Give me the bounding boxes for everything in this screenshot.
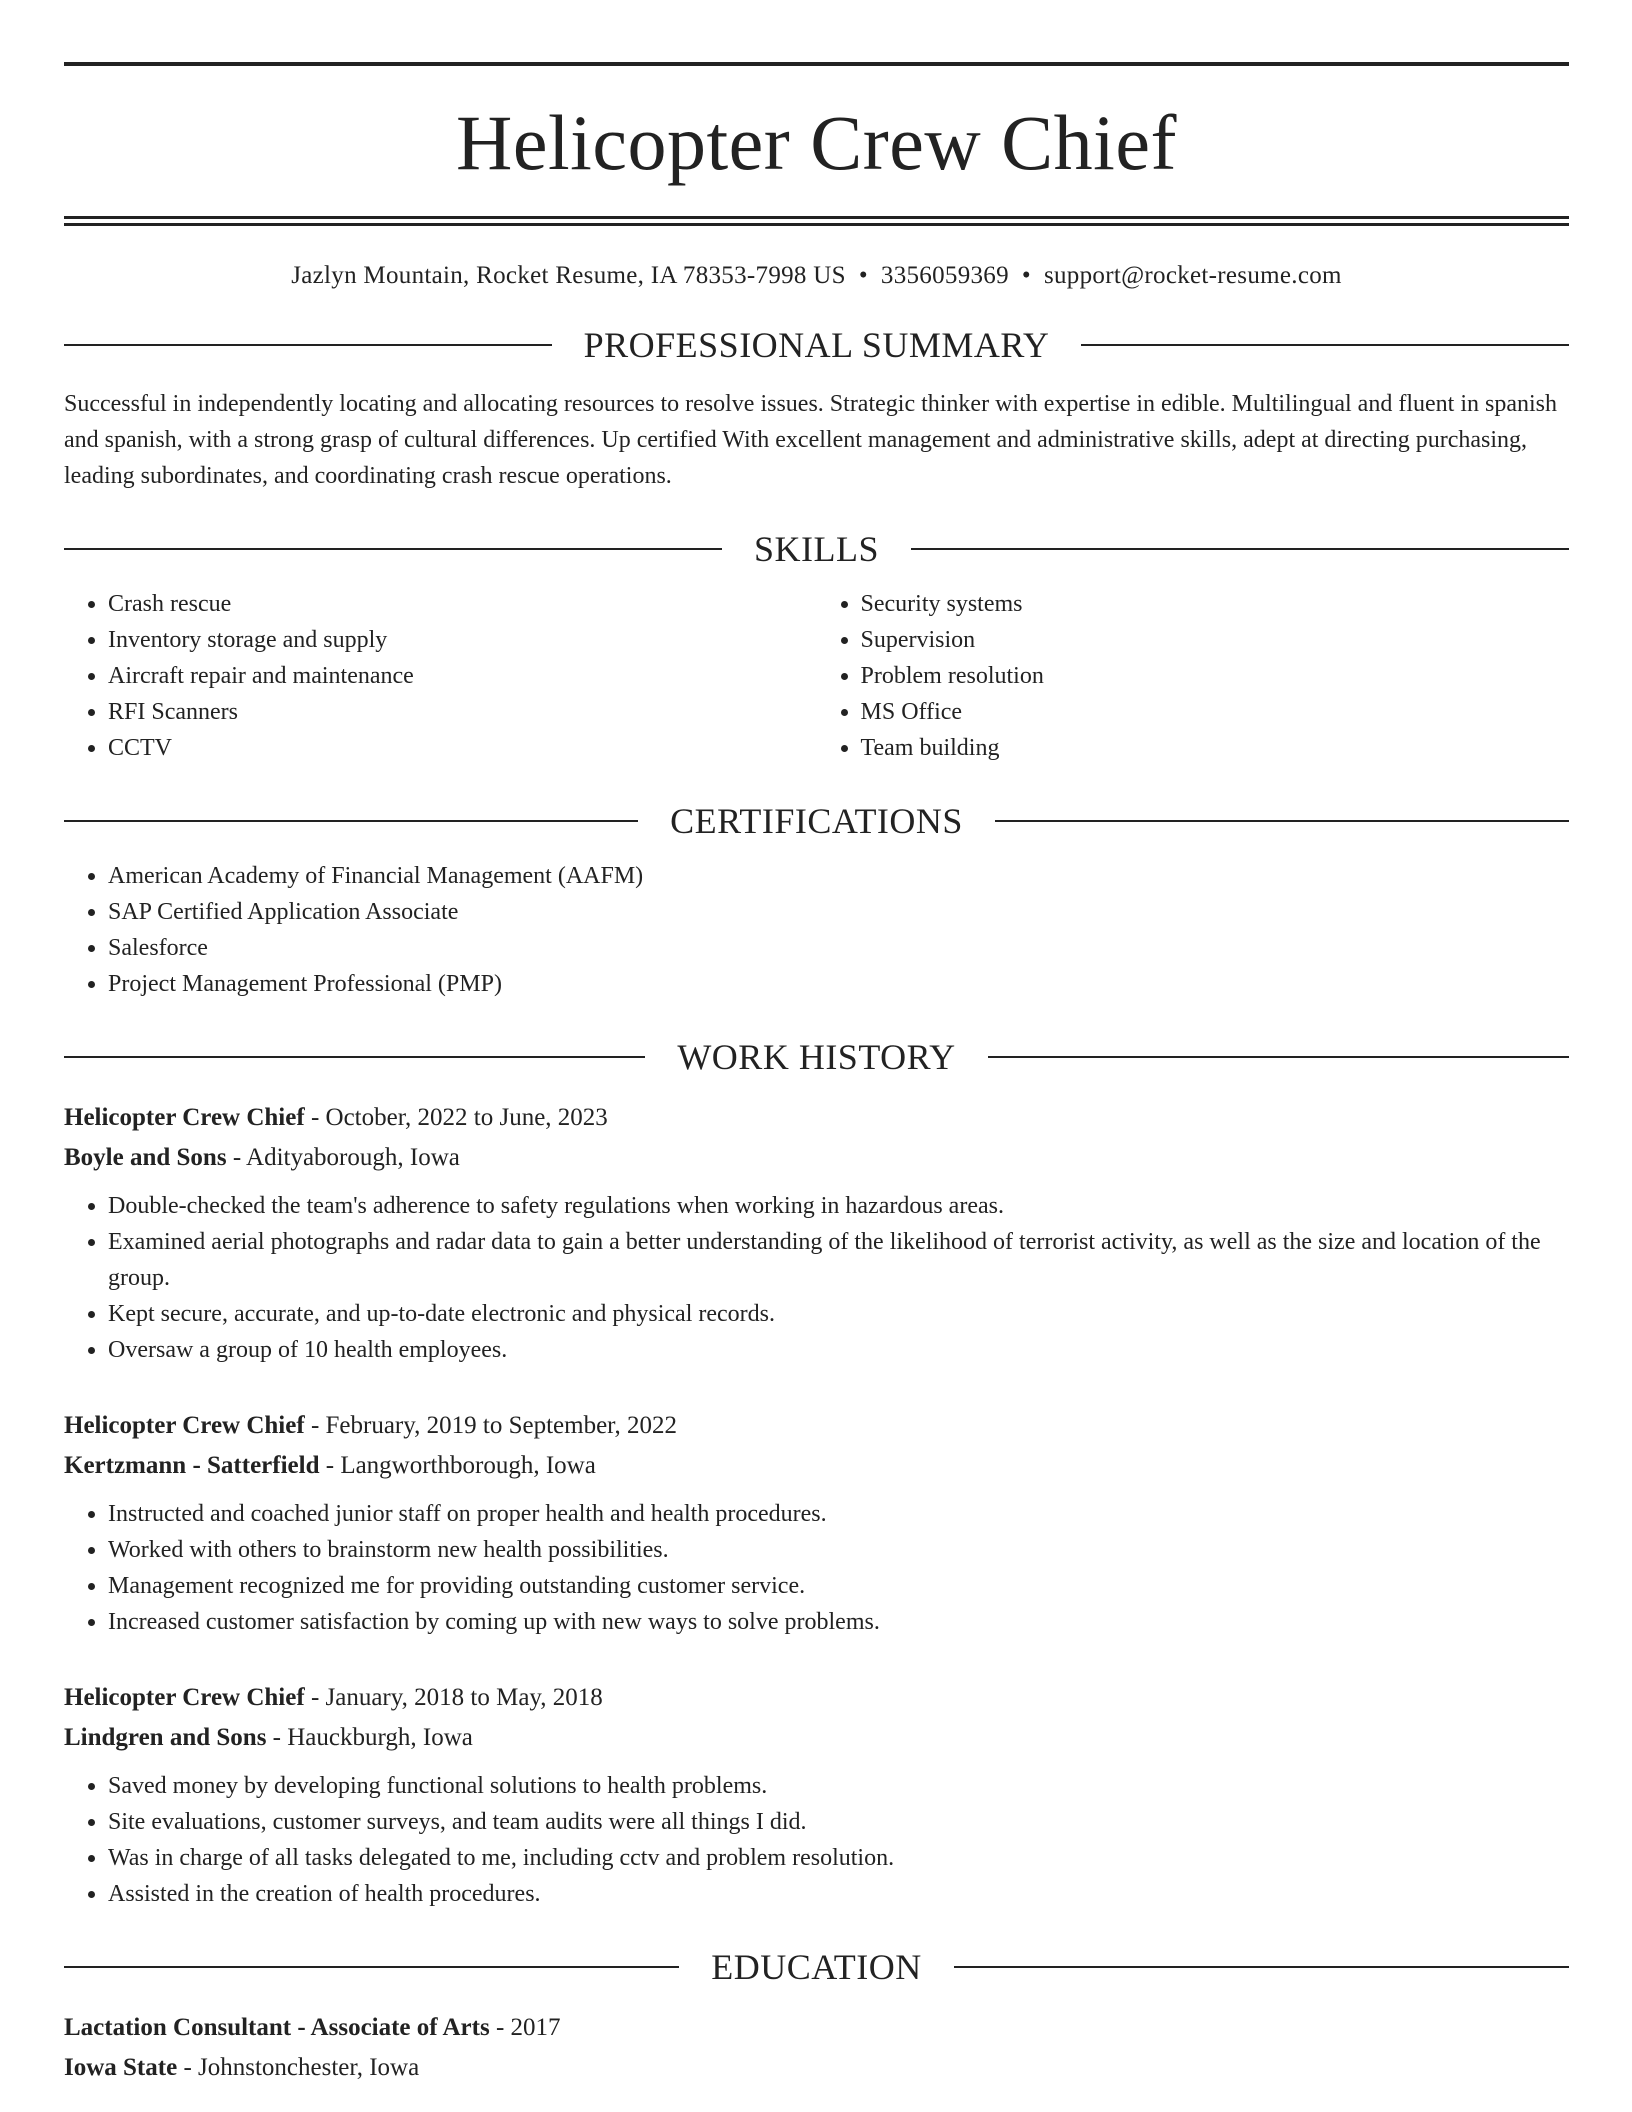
education-year: 2017 [510,2014,561,2041]
job-company: Boyle and Sons [64,1144,227,1171]
contact-separator: • [1021,262,1031,289]
section-title: CERTIFICATIONS [670,801,963,841]
job-bullet: • Examined aerial photographs and radar data to gain a better understanding of the likelihood of terrorist activity, as well as the size and location of the group. [108,1224,1569,1296]
certification-item: • Project Management Professional (PMP) [108,966,1569,1002]
skill-item: • Aircraft repair and maintenance [108,658,817,694]
job-bullet: • Was in charge of all tasks delegated to me, including cctv and problem resolution. [108,1840,1569,1876]
skill-item: • Problem resolution [861,658,1570,694]
resume-title: Helicopter Crew Chief [456,99,1177,186]
dash: - [319,1452,341,1479]
job-bullets [64,1768,1569,1912]
skills-columns [64,586,1569,766]
section-title: PROFESSIONAL SUMMARY [583,325,1050,365]
job-bullet: • Saved money by developing functional solutions to health problems. [108,1768,1569,1804]
job-dates: October, 2022 to June, 2023 [325,1104,608,1131]
section-rule [64,820,638,822]
job-company-line [64,1718,1569,1758]
education-location: Johnstonchester, Iowa [198,2054,420,2081]
skill-item: • Crash rescue [108,586,817,622]
section-header-summary [64,324,1569,366]
section-rule [995,820,1569,822]
job-bullet: • Instructed and coached junior staff on proper health and health procedures. [108,1496,1569,1532]
resume-page [64,62,1569,2088]
job-entry [64,1678,1569,1912]
section-rule [64,548,722,550]
job-company-line [64,1138,1569,1178]
section-title: WORK HISTORY [677,1037,956,1077]
dash: - [304,1412,326,1439]
contact-line [64,262,1569,290]
job-title: Helicopter Crew Chief [64,1104,305,1131]
job-title-line [64,1406,1569,1446]
job-title: Helicopter Crew Chief [64,1412,305,1439]
job-title-line [64,1098,1569,1138]
job-bullet: • Oversaw a group of 10 health employees. [108,1332,1569,1368]
contact-address: Jazlyn Mountain, Rocket Resume, IA 78353-7998 US [291,262,846,289]
job-location: Langworthborough, Iowa [340,1452,596,1479]
job-bullet: • Management recognized me for providing outstanding customer service. [108,1568,1569,1604]
dash: - [177,2054,199,2081]
section-header-skills [64,528,1569,570]
job-bullets [64,1496,1569,1640]
dash: - [304,1104,326,1131]
skill-item: • RFI Scanners [108,694,817,730]
section-header-certifications [64,800,1569,842]
job-dates: January, 2018 to May, 2018 [325,1684,603,1711]
job-entry [64,1406,1569,1640]
job-company-line [64,1446,1569,1486]
job-title: Helicopter Crew Chief [64,1684,305,1711]
job-dates: February, 2019 to September, 2022 [325,1412,677,1439]
skill-item: • Inventory storage and supply [108,622,817,658]
certifications-list [64,858,1569,1002]
education-degree-line [64,2008,1569,2048]
summary-text: Successful in independently locating and allocating resources to resolve issues. Strategic thinker with expertise in edible. Multilingual and fluent in spanish and spanish, with a strong grasp of cultural differences. Up certified With excellent management and administrative skills, adept at directing purchasing, leading subordinates, and coordinating crash rescue operations. [64,391,1557,489]
contact-email[interactable]: support@rocket-resume.com [1043,262,1342,289]
job-bullet: • Assisted in the creation of health procedures. [108,1876,1569,1912]
section-rule [911,548,1569,550]
skill-item: • Supervision [861,622,1570,658]
contact-phone: 3356059369 [880,262,1009,289]
section-header-work-history [64,1036,1569,1078]
job-company: Kertzmann - Satterfield [64,1452,320,1479]
certification-item: • American Academy of Financial Management (AAFM) [108,858,1569,894]
job-bullets [64,1188,1569,1368]
section-rule [64,1056,645,1058]
section-rule [1081,344,1569,346]
contact-separator: • [858,262,868,289]
job-company: Lindgren and Sons [64,1724,267,1751]
job-location: Adityaborough, Iowa [246,1144,460,1171]
job-bullet: • Site evaluations, customer surveys, and team audits were all things I did. [108,1804,1569,1840]
skills-list-right [817,586,1570,766]
job-bullet: • Double-checked the team's adherence to safety regulations when working in hazardous areas. [108,1188,1569,1224]
section-title: SKILLS [754,529,880,569]
certification-item: • Salesforce [108,930,1569,966]
education-school-line [64,2048,1569,2088]
skill-item: • MS Office [861,694,1570,730]
section-header-education [64,1946,1569,1988]
skill-item: • CCTV [108,730,817,766]
job-bullet: • Increased customer satisfaction by coming up with new ways to solve problems. [108,1604,1569,1640]
dash: - [304,1684,326,1711]
job-bullet: • Worked with others to brainstorm new health possibilities. [108,1532,1569,1568]
skill-item: • Security systems [861,586,1570,622]
dash: - [489,2014,511,2041]
job-bullet: • Kept secure, accurate, and up-to-date electronic and physical records. [108,1296,1569,1332]
job-location: Hauckburgh, Iowa [287,1724,473,1751]
title-double-rule [64,216,1569,226]
dash: - [226,1144,247,1171]
section-rule [954,1966,1569,1968]
education-school: Iowa State [64,2054,178,2081]
section-rule [64,344,552,346]
section-rule [64,1966,679,1968]
job-title-line [64,1678,1569,1718]
skill-item: • Team building [861,730,1570,766]
certification-item: • SAP Certified Application Associate [108,894,1569,930]
section-rule [988,1056,1569,1058]
section-title: EDUCATION [711,1947,922,1987]
education-degree: Lactation Consultant - Associate of Arts [64,2014,490,2041]
dash: - [266,1724,288,1751]
skills-list-left [64,586,817,766]
education-entry [64,2008,1569,2088]
job-entry [64,1098,1569,1368]
